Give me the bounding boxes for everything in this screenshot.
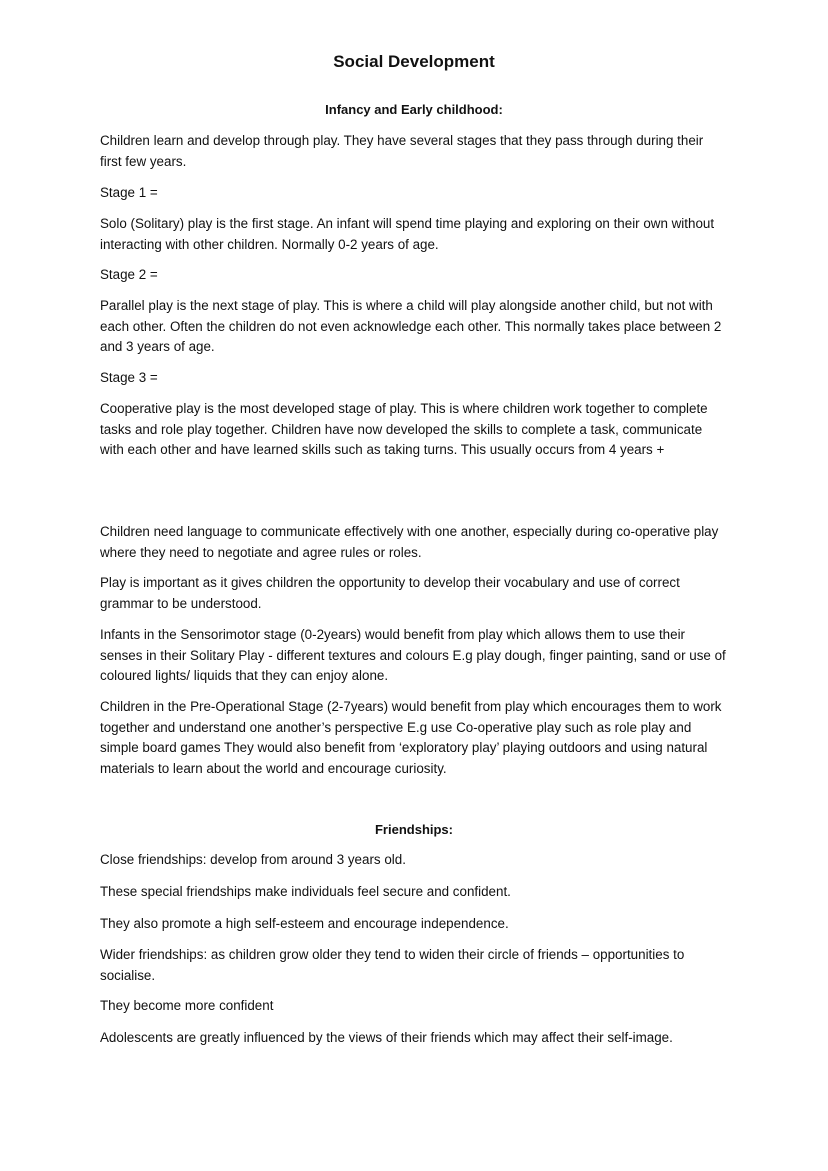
paragraph: Wider friendships: as children grow older they tend to widen their circle of friends – opportunities to socialise. xyxy=(100,947,685,983)
paragraph: These special friendships make individuals feel secure and confident. xyxy=(100,884,511,899)
section-heading-friendships: Friendships: xyxy=(374,822,453,837)
paragraph: Solo (Solitary) play is the first stage. An infant will spend time playing and exploring on their own without interacting with other children. Normally 0-2 years of age. xyxy=(100,216,715,252)
page-title: Social Development xyxy=(333,52,495,71)
paragraph: They become more confident xyxy=(100,998,274,1013)
paragraph: Close friendships: develop from around 3 years old. xyxy=(100,852,406,867)
paragraph: Infants in the Sensorimotor stage (0-2years) would benefit from play which allows them to use their senses in their Solitary Play - different textures and colours E.g play dough, finger painting, sand or use of coloured lights/ liquids that they can enjoy alone. xyxy=(100,627,726,683)
paragraph: Children need language to communicate effectively with one another, especially during co-operative play where they need to negotiate and agree rules or roles. xyxy=(100,524,719,560)
stage-label: Stage 2 = xyxy=(100,267,158,282)
paragraph: Children learn and develop through play. They have several stages that they pass through during their first few years. xyxy=(100,133,704,169)
paragraph: Cooperative play is the most developed stage of play. This is where children work together to complete tasks and role play together. Children have now developed the skills to complete a task, communicate with each other and have learned skills such as taking turns. This usually occurs from 4 years + xyxy=(100,401,708,457)
paragraph: Parallel play is the next stage of play. This is where a child will play alongside another child, but not with each other. Often the children do not even acknowledge each other. This normally takes place between 2 and 3 years of age. xyxy=(100,298,722,354)
paragraph: Play is important as it gives children the opportunity to develop their vocabulary and use of correct grammar to be understood. xyxy=(100,575,680,611)
stage-label: Stage 3 = xyxy=(100,370,158,385)
paragraph: Children in the Pre-Operational Stage (2-7years) would benefit from play which encourages them to work together and understand one another’s perspective E.g use Co-operative play such as role play and simple board games They would also benefit from ‘exploratory play’ playing outdoors and using natural materials to learn about the world and encourage curiosity. xyxy=(100,699,722,776)
paragraph: Adolescents are greatly influenced by the views of their friends which may affect their self-image. xyxy=(100,1030,673,1045)
stage-label: Stage 1 = xyxy=(100,185,158,200)
section-heading-infancy: Infancy and Early childhood: xyxy=(325,102,503,117)
paragraph: They also promote a high self-esteem and encourage independence. xyxy=(100,916,509,931)
